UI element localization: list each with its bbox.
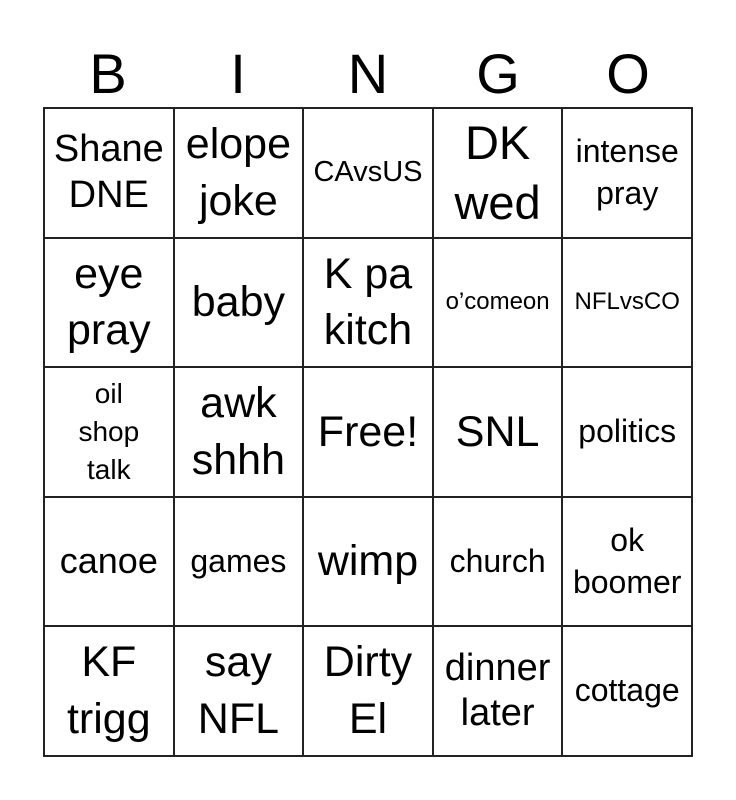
cell-label: elope joke [185, 120, 291, 225]
cell-label: K pa kitch [323, 249, 413, 355]
cell-label: cottage [574, 672, 680, 709]
bingo-cell-r5-c5[interactable] [562, 626, 692, 756]
bingo-cell-r3-c3[interactable] [303, 367, 433, 497]
bingo-cell-r3-c5[interactable] [562, 367, 692, 497]
cell-label: DK wed [454, 115, 541, 229]
bingo-cell-r4-c5[interactable] [562, 497, 692, 627]
cell-label: oil shop talk [78, 378, 140, 485]
cell-label: CAvsUS [313, 155, 423, 188]
bingo-cell-r1-c2[interactable] [174, 108, 304, 238]
cell-label: wimp [317, 537, 419, 586]
bingo-cell-r5-c1[interactable] [44, 626, 174, 756]
header-letter-n: N [347, 42, 389, 105]
bingo-cell-r3-c4[interactable] [433, 367, 563, 497]
bingo-header [43, 40, 693, 108]
bingo-cell-r3-c1[interactable] [44, 367, 174, 497]
bingo-cell-r2-c2[interactable] [174, 238, 304, 368]
cell-label: say NFL [197, 638, 279, 744]
bingo-cell-r4-c1[interactable] [44, 497, 174, 627]
cell-label: canoe [59, 540, 158, 582]
cell-label: politics [578, 413, 677, 450]
bingo-cell-r5-c2[interactable] [174, 626, 304, 756]
header-letter-b: B [89, 42, 127, 105]
bingo-cell-r3-c2[interactable] [174, 367, 304, 497]
cell-label: dinner later [444, 646, 551, 735]
bingo-cell-r1-c1[interactable] [44, 108, 174, 238]
bingo-cell-r4-c4[interactable] [433, 497, 563, 627]
bingo-cell-r2-c3[interactable] [303, 238, 433, 368]
cell-label: awk shhh [191, 379, 286, 484]
bingo-cell-r2-c4[interactable] [433, 238, 563, 368]
bingo-cell-r5-c3[interactable] [303, 626, 433, 756]
cell-label: eye pray [66, 249, 151, 355]
cell-label: Dirty El [323, 638, 413, 744]
bingo-cell-r4-c2[interactable] [174, 497, 304, 627]
header-letter-g: G [476, 42, 520, 105]
cell-label: ok boomer [572, 522, 682, 600]
bingo-cell-r5-c4[interactable] [433, 626, 563, 756]
bingo-cell-r2-c1[interactable] [44, 238, 174, 368]
cell-label: church [449, 542, 546, 579]
bingo-board [43, 107, 693, 757]
bingo-cell-r1-c5[interactable] [562, 108, 692, 238]
cell-label: Shane DNE [53, 128, 164, 216]
header-letter-o: O [606, 42, 650, 105]
bingo-cell-r4-c3[interactable] [303, 497, 433, 627]
cell-label: KF trigg [66, 638, 151, 744]
cell-label: games [190, 542, 287, 579]
cell-label: o’comeon [445, 287, 550, 315]
cell-label: intense pray [575, 133, 679, 211]
header-letter-i: I [230, 42, 246, 105]
cell-label: Free! [317, 407, 419, 456]
bingo-cell-r1-c4[interactable] [433, 108, 563, 238]
cell-label: SNL [455, 407, 540, 456]
cell-label: baby [191, 278, 286, 327]
bingo-cell-r2-c5[interactable] [562, 238, 692, 368]
bingo-cell-r1-c3[interactable] [303, 108, 433, 238]
cell-label: NFLvsCO [574, 287, 680, 315]
